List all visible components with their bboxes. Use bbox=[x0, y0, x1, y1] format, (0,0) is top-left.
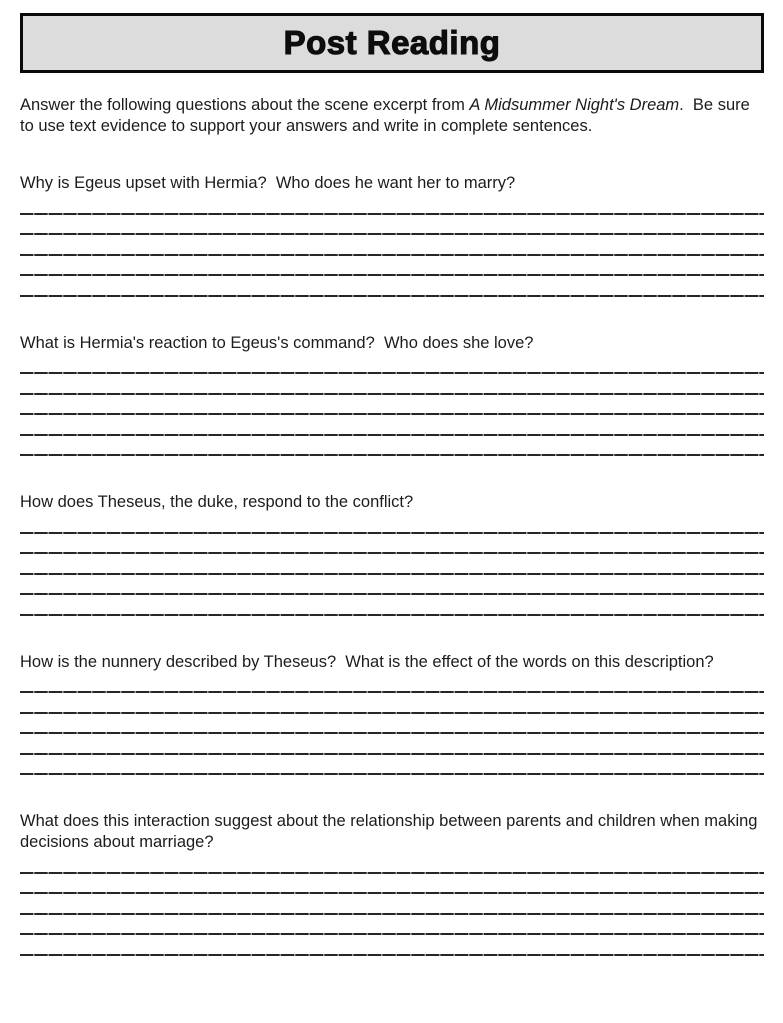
answer-line bbox=[20, 714, 764, 735]
play-title: A Midsummer Night's Dream bbox=[469, 96, 680, 114]
answer-line bbox=[20, 395, 764, 416]
answer-line bbox=[20, 673, 764, 694]
question-block bbox=[20, 811, 764, 956]
answer-line bbox=[20, 276, 764, 297]
answer-line bbox=[20, 354, 764, 375]
answer-line bbox=[20, 534, 764, 555]
answer-lines bbox=[20, 194, 764, 297]
question-text: How does Theseus, the duke, respond to the conflict? bbox=[20, 493, 414, 511]
question-block bbox=[20, 333, 764, 457]
question-block bbox=[20, 492, 764, 616]
answer-line bbox=[20, 693, 764, 714]
intro-text-after: . Be sure to use text evidence to support your answers and write in complete sentences. bbox=[20, 96, 755, 135]
answer-line bbox=[20, 734, 764, 755]
question-text: What is Hermia's reaction to Egeus's command? Who does she love? bbox=[20, 333, 534, 352]
answer-line bbox=[20, 436, 764, 457]
answer-lines bbox=[20, 354, 764, 457]
question-text: What does this interaction suggest about the relationship between parents and children when making decisions about marriage? bbox=[20, 812, 763, 851]
answer-lines bbox=[20, 513, 764, 616]
answer-line bbox=[20, 853, 764, 874]
answer-lines bbox=[20, 853, 764, 956]
answer-lines bbox=[20, 673, 764, 776]
answer-line bbox=[20, 415, 764, 436]
answer-line bbox=[20, 235, 764, 256]
question-text: How is the nunnery described by Theseus? What is the effect of the words on this description? bbox=[20, 652, 714, 671]
question-text: Why is Egeus upset with Hermia? Who does he want her to marry? bbox=[20, 174, 516, 192]
question-block bbox=[20, 173, 764, 297]
answer-line bbox=[20, 874, 764, 895]
answer-line bbox=[20, 575, 764, 596]
answer-line bbox=[20, 935, 764, 956]
intro-paragraph bbox=[20, 95, 764, 137]
answer-line bbox=[20, 894, 764, 915]
page-title: Post Reading bbox=[283, 24, 501, 61]
question-block bbox=[20, 652, 764, 776]
title-box bbox=[20, 13, 764, 73]
answer-line bbox=[20, 215, 764, 236]
questions-list bbox=[20, 173, 764, 956]
answer-line bbox=[20, 513, 764, 534]
answer-line bbox=[20, 194, 764, 215]
answer-line bbox=[20, 755, 764, 776]
answer-line bbox=[20, 256, 764, 277]
answer-line bbox=[20, 554, 764, 575]
answer-line bbox=[20, 915, 764, 936]
intro-text-before: Answer the following questions about the scene excerpt from bbox=[20, 96, 470, 114]
answer-line bbox=[20, 595, 764, 616]
answer-line bbox=[20, 374, 764, 395]
